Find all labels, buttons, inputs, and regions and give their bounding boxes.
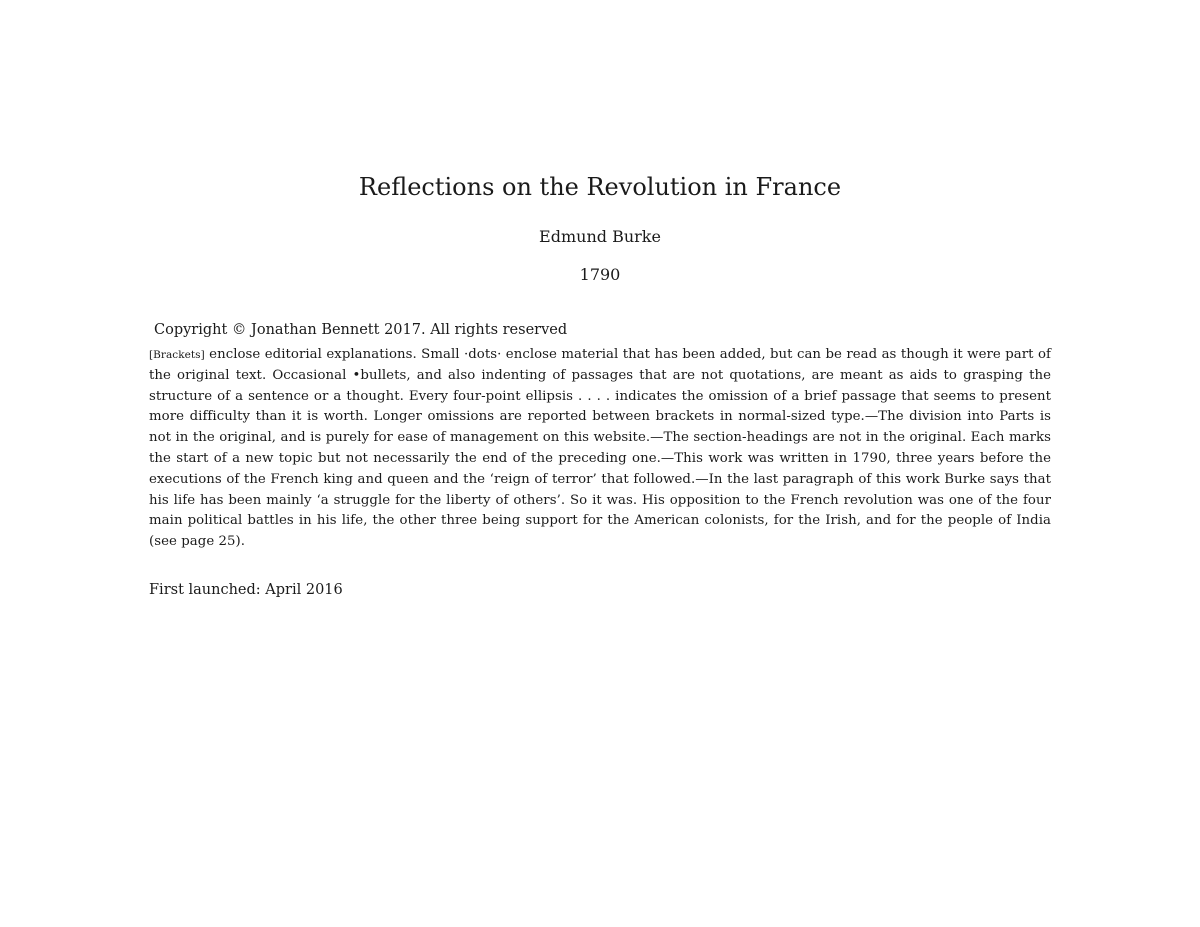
document-title: Reflections on the Revolution in France bbox=[358, 173, 842, 201]
notes-body: enclose editorial explanations. Small ·dots· enclose material that has been added, but can be read as though it were part of the original text. Occasional •bullets, and also indenting of passages that are not quotations, are meant as aids to grasping the structure of a sentence or a thought. Every four-point ellipsis . . . . indicates the omission of a brief passage that seems to present more difficulty than it is worth. Longer omissions are reported between brackets in normal-sized type.—The division into Parts is not in the original, and is purely for ease of management on this website.—The section-headings are not in the original. Each marks the start of a new topic but not necessarily the end of the preceding one.—This work was written in 1790, three years before the executions of the French king and queen and the ‘reign of terror’ that followed.—In the last paragraph of this work Burke says that his life has been mainly ‘a struggle for the liberty of others’. So it was. His opposition to the French revolution was one of the four main political battles in his life, the other three being support for the American colonists, for the Irish, and for the people of India (see page 25). bbox=[149, 347, 1051, 550]
notes-lead-brackets: [Brackets] bbox=[149, 349, 205, 361]
document-year: 1790 bbox=[579, 265, 621, 284]
copyright-notice: Copyright © Jonathan Bennett 2017. All rights reserved bbox=[154, 322, 568, 338]
editorial-notes bbox=[149, 345, 1051, 553]
first-launched-date: First launched: April 2016 bbox=[149, 582, 343, 598]
document-author: Edmund Burke bbox=[539, 227, 661, 246]
